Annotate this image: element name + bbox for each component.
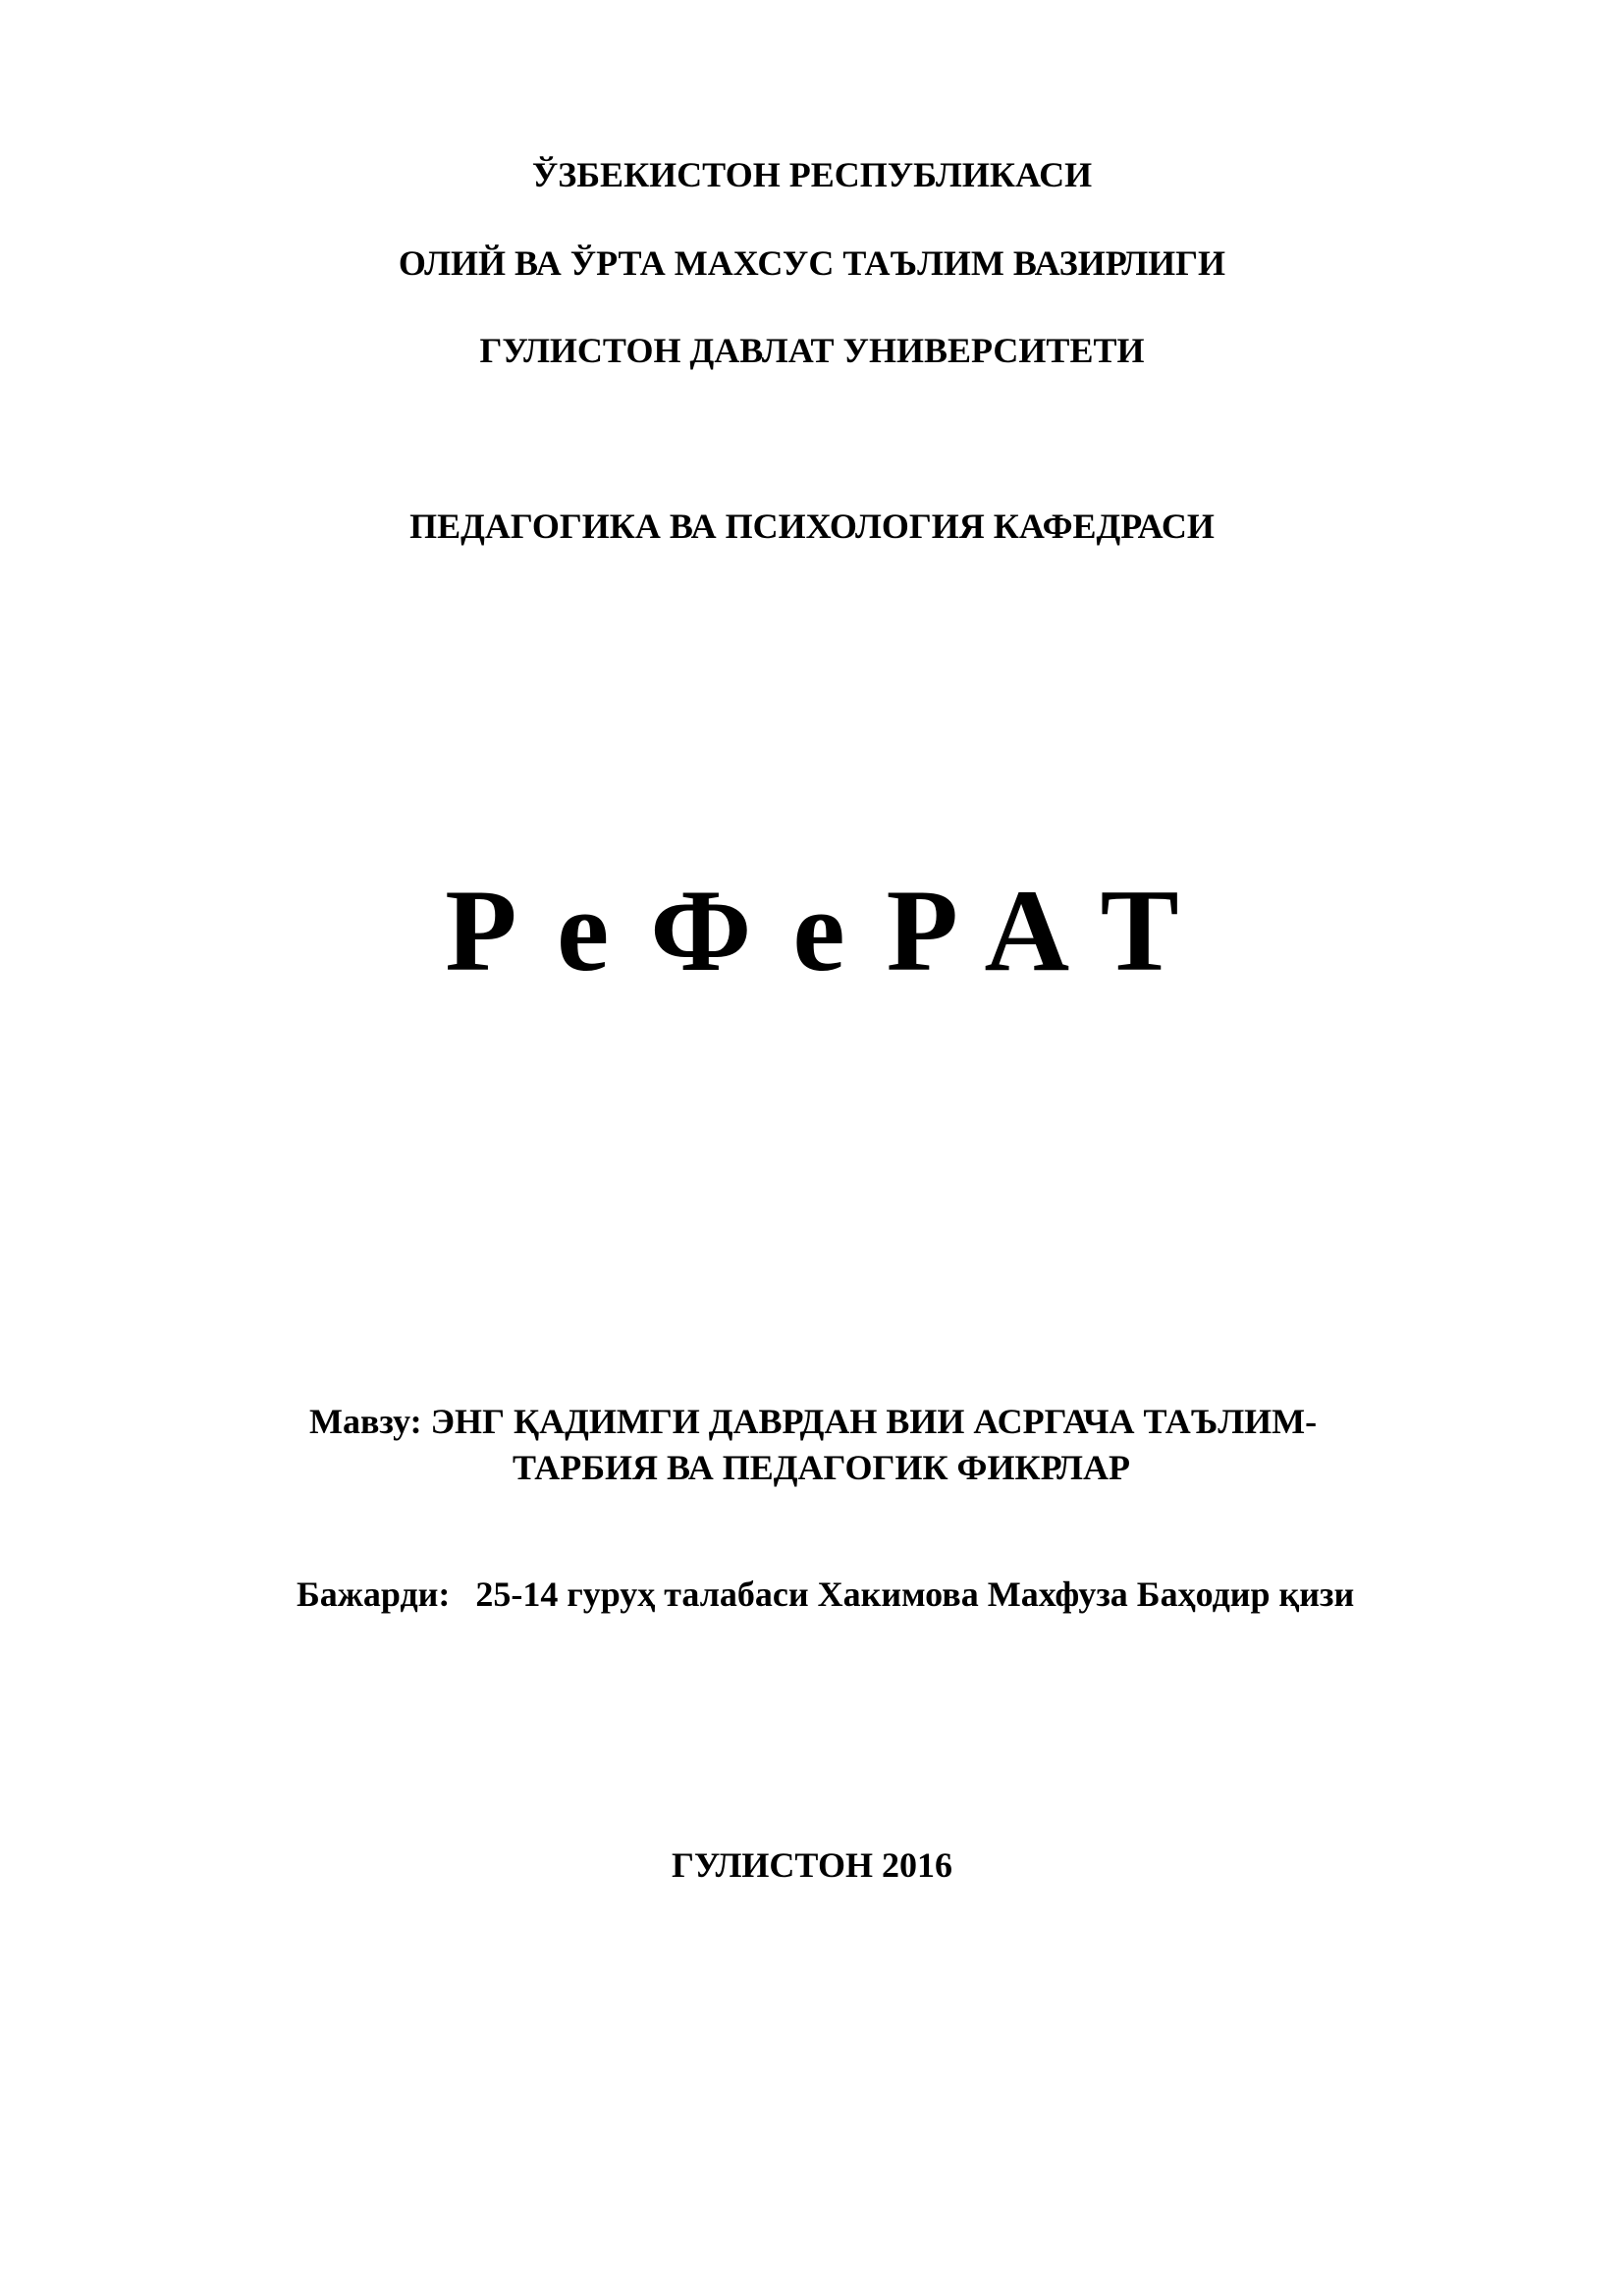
topic-line-1: Мавзу: ЭНГ ҚАДИМГИ ДАВРДАН ВИИ АСРГАЧА ТАЪЛИМ-	[309, 1402, 1318, 1441]
department-name-line: ПЕДАГОГИКА ВА ПСИХОЛОГИЯ КАФЕДРАСИ	[409, 507, 1215, 546]
document-title: РеФеРАТ	[445, 865, 1220, 995]
ministry-name-line: ОЛИЙ ВА ЎРТА МАХСУС ТАЪЛИМ ВАЗИРЛИГИ	[398, 243, 1226, 283]
topic-line-2: ТАРБИЯ ВА ПЕДАГОГИК ФИКРЛАР	[513, 1448, 1130, 1487]
performer-label: Бажарди:	[297, 1575, 451, 1614]
city-year-footer: ГУЛИСТОН 2016	[672, 1845, 952, 1885]
ministry-country-line: ЎЗБЕКИСТОН РЕСПУБЛИКАСИ	[531, 155, 1093, 194]
university-name-line: ГУЛИСТОН ДАВЛАТ УНИВЕРСИТЕТИ	[479, 331, 1145, 370]
performer-value: 25-14 гуруҳ талабаси Хакимова Махфуза Баҳодир қизи	[475, 1575, 1355, 1614]
performer-line	[297, 1573, 1354, 1616]
